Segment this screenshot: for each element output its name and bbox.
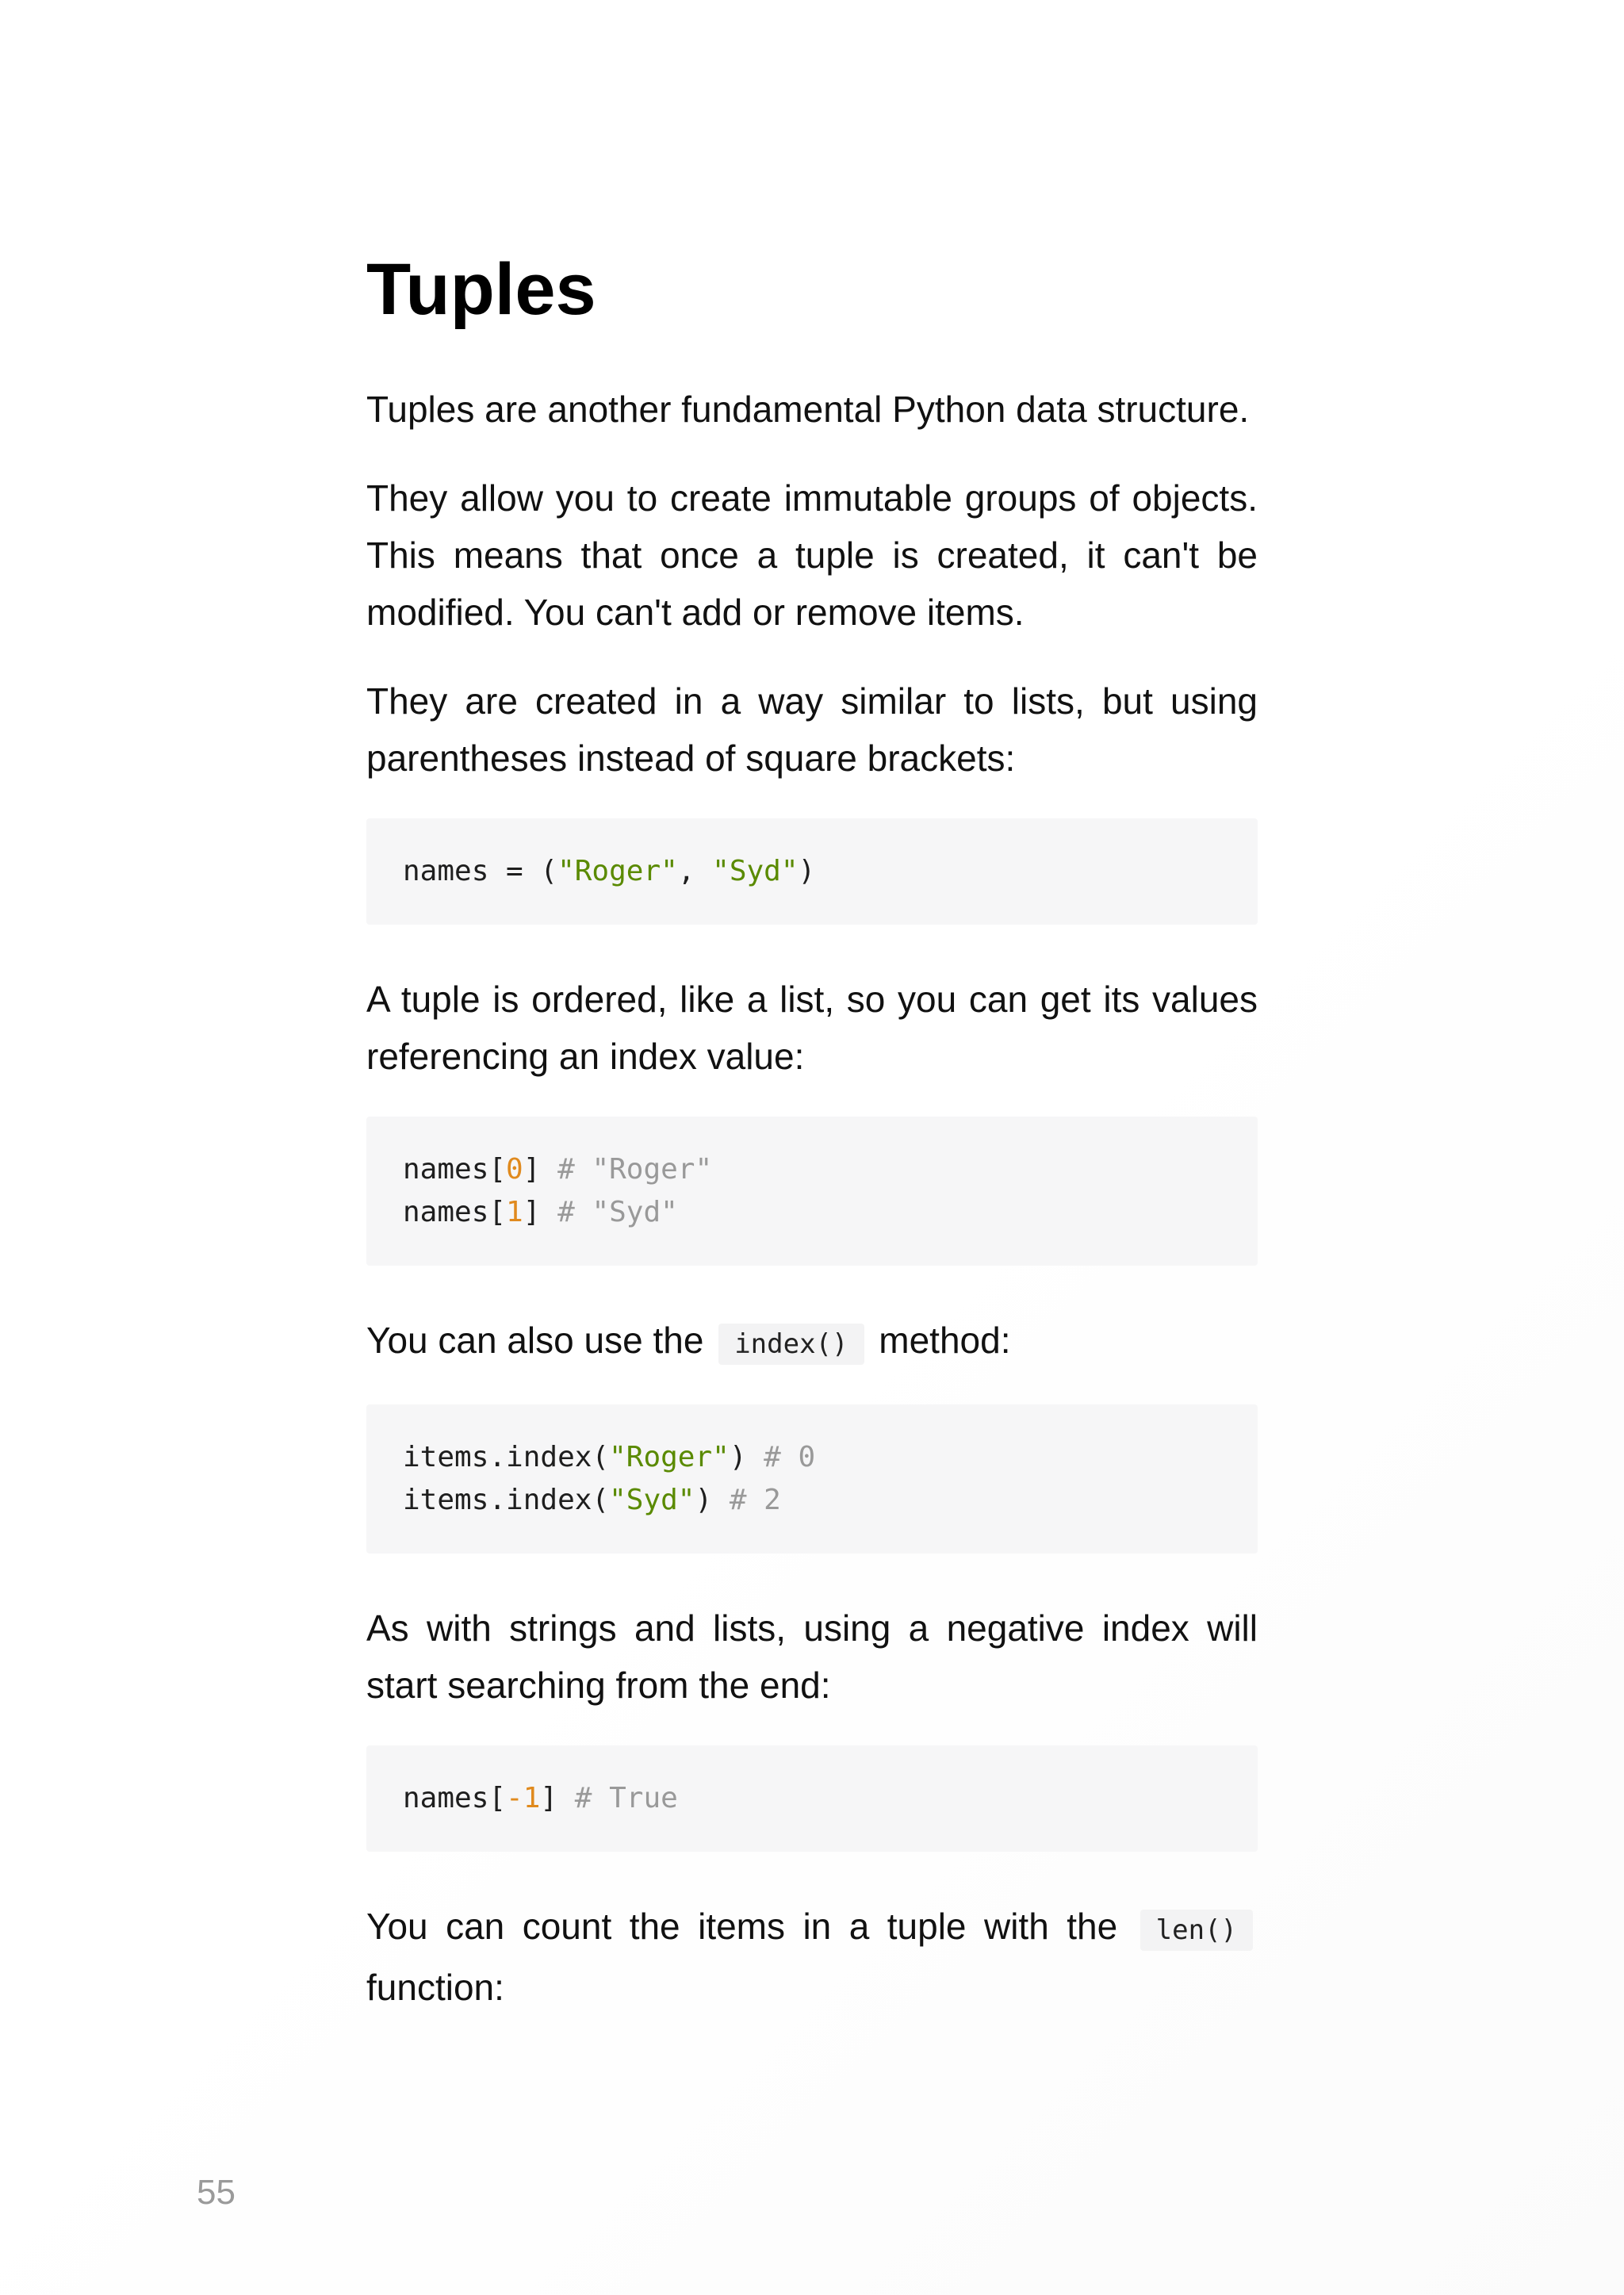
code-string: "Roger" (609, 1441, 730, 1473)
code-block-index-access (366, 1117, 1258, 1266)
code-line (403, 1148, 1221, 1191)
code-string: "Roger" (557, 855, 678, 887)
paragraph-immutable: They allow you to create immutable groups of objects. This means that once a tuple is created, it can't be modified. You can't add or remove items. (366, 477, 1258, 633)
code-text: names[ (403, 1196, 507, 1228)
code-text: names[ (403, 1782, 507, 1814)
inline-code-index: index() (718, 1324, 864, 1365)
code-block-negative-index (366, 1745, 1258, 1852)
code-line (403, 1479, 1221, 1522)
code-text: ] (523, 1196, 558, 1228)
code-number: 0 (506, 1153, 523, 1186)
code-text: , (677, 855, 713, 887)
code-comment: # 0 (764, 1441, 816, 1473)
code-string: "Syd" (609, 1484, 695, 1516)
paragraph-len (366, 1898, 1258, 2016)
code-text: names = ( (403, 855, 558, 887)
code-text: ) (695, 1484, 730, 1516)
code-line (403, 1436, 1221, 1479)
inline-code-len: len() (1140, 1910, 1253, 1951)
code-text: ) (798, 855, 816, 887)
code-text: ] (523, 1153, 558, 1186)
code-text: ] (540, 1782, 575, 1814)
paragraph-negative-index: As with strings and lists, using a negative index will start searching from the end: (366, 1607, 1258, 1706)
page-content (366, 238, 1258, 2016)
code-line (403, 850, 1221, 893)
code-comment: # "Roger" (557, 1153, 713, 1186)
paragraph-text: method: (879, 1320, 1011, 1361)
code-comment: # 2 (729, 1484, 781, 1516)
page-number: 55 (197, 2173, 236, 2212)
paragraph-index-method (366, 1312, 1258, 1373)
paragraph-ordered: A tuple is ordered, like a list, so you can get its values referencing an index value: (366, 979, 1258, 1077)
code-block-index-method (366, 1404, 1258, 1554)
code-block-create (366, 818, 1258, 925)
paragraph-text: function: (366, 1967, 504, 2008)
code-text: items.index( (403, 1484, 610, 1516)
code-line (403, 1777, 1221, 1820)
code-string: "Syd" (712, 855, 799, 887)
code-number: 1 (506, 1196, 523, 1228)
page-title: Tuples (366, 249, 596, 330)
code-comment: # "Syd" (557, 1196, 678, 1228)
code-comment: # True (574, 1782, 678, 1814)
code-text: items.index( (403, 1441, 610, 1473)
paragraph-intro: Tuples are another fundamental Python data structure. (366, 389, 1250, 430)
paragraph-text: You can also use the (366, 1320, 704, 1361)
code-number: -1 (506, 1782, 541, 1814)
paragraph-creation: They are created in a way similar to lists, but using parentheses instead of square brackets: (366, 680, 1258, 779)
code-text: names[ (403, 1153, 507, 1186)
code-line (403, 1191, 1221, 1234)
paragraph-text: You can count the items in a tuple with the (366, 1906, 1118, 1947)
code-text: ) (729, 1441, 764, 1473)
